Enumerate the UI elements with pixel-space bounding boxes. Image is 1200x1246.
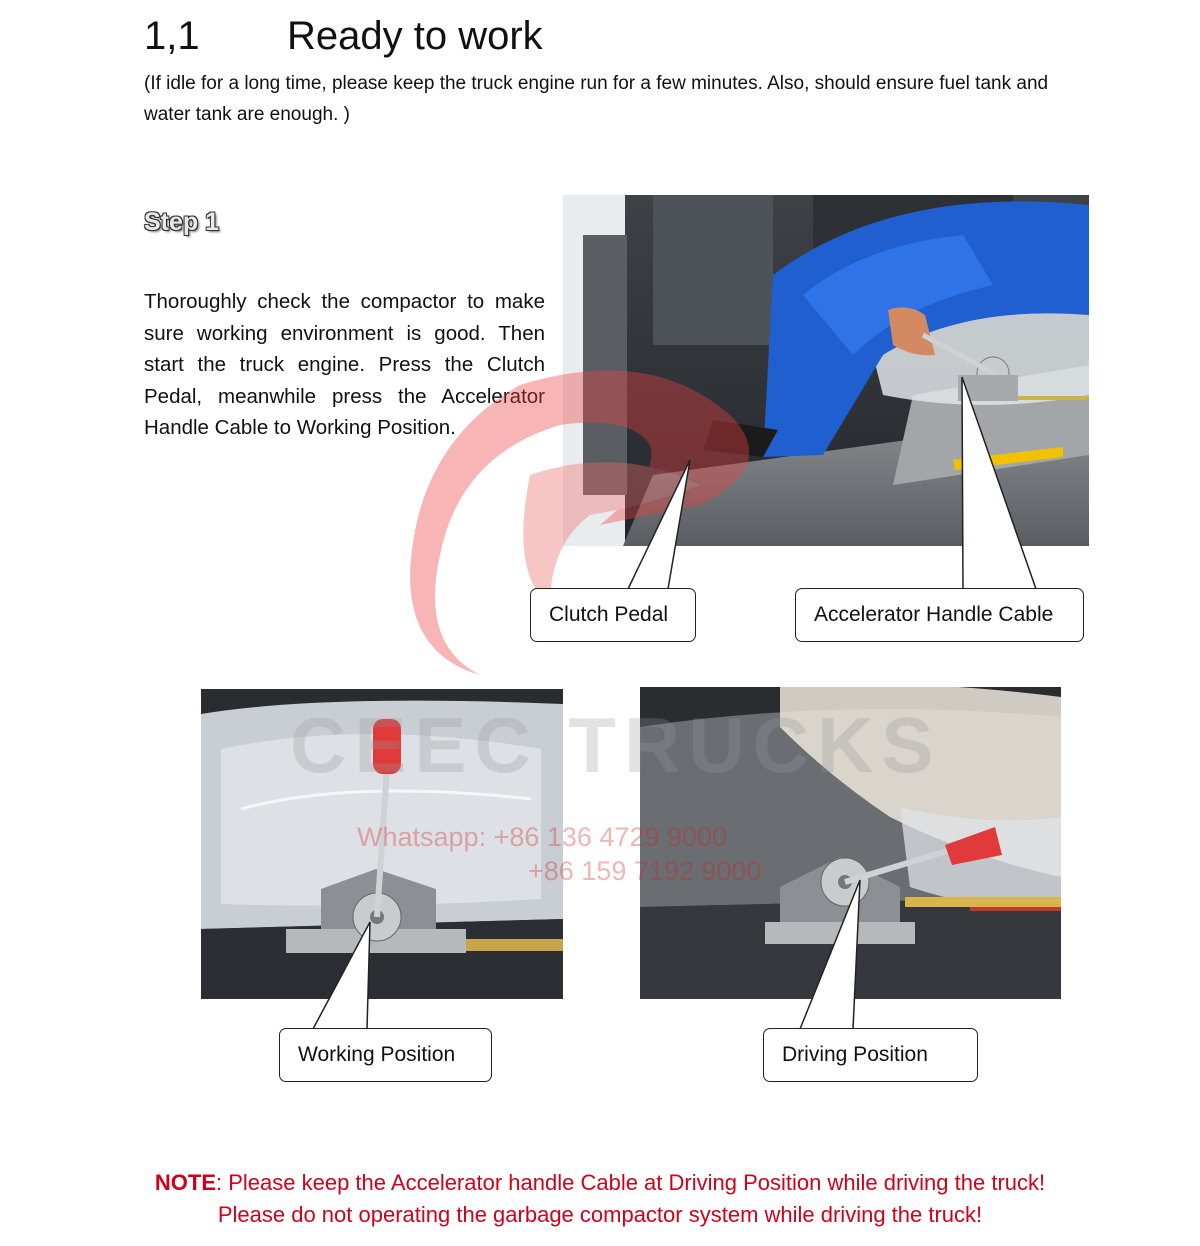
watermark-phone: +86 159 7192 9000 xyxy=(528,856,762,886)
cab-interior-photo xyxy=(563,195,1089,546)
note-label: NOTE xyxy=(154,1170,216,1195)
watermark-brand: CEEC TRUCKS xyxy=(290,701,942,789)
clutch-pedal-callout: Clutch Pedal xyxy=(530,588,696,642)
section-number: 1,1 xyxy=(144,14,200,58)
accelerator-cable-callout: Accelerator Handle Cable xyxy=(795,588,1084,642)
step-label: Step 1 xyxy=(144,208,220,236)
note-text-1: : Please keep the Accelerator handle Cable at Driving Position while driving the truck! xyxy=(216,1170,1046,1195)
note-line-2: Please do not operating the garbage compactor system while driving the truck! xyxy=(217,1202,983,1227)
working-position-photo xyxy=(201,689,563,999)
section-subtitle: (If idle for a long time, please keep the truck engine run for a few minutes. Also, should ensure fuel tank and water tank are enough. ) xyxy=(144,73,1049,125)
section-title: Ready to work xyxy=(287,14,543,58)
driving-position-callout: Driving Position xyxy=(763,1028,978,1082)
working-position-callout: Working Position xyxy=(279,1028,492,1082)
step-instructions: Thoroughly check the compactor to make sure working environment is good. Then start the truck engine. Press the Clutch Pedal, meanwhile press the Accelerator Handle Cable to Working Position. xyxy=(144,290,545,439)
driving-position-photo xyxy=(640,687,1061,999)
watermark-whatsapp: Whatsapp: +86 136 4729 9000 xyxy=(357,822,728,852)
note-line-1 xyxy=(0,1170,1200,1196)
